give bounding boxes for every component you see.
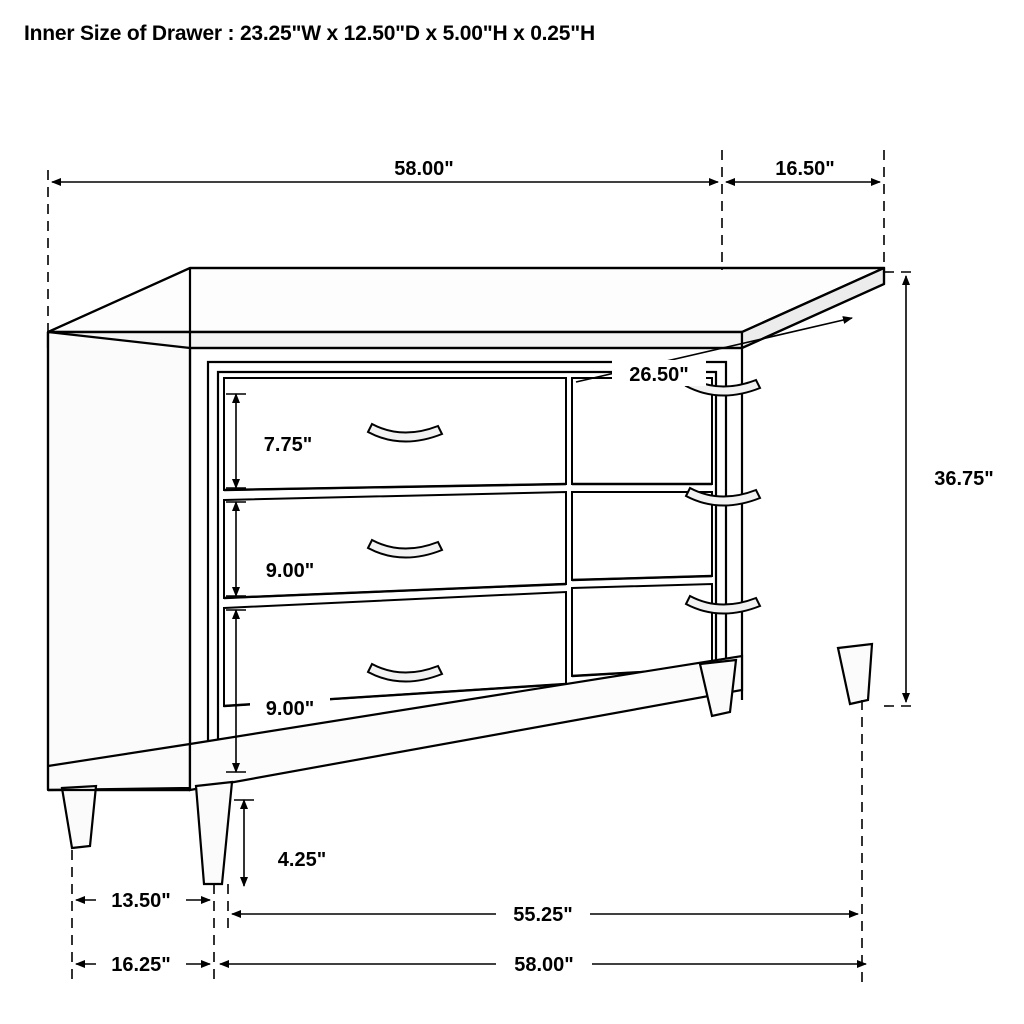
label-drawer-width: 26.50" <box>629 364 689 386</box>
leg-front-right <box>700 660 736 716</box>
drawer-mid-left <box>224 492 566 598</box>
label-side-depth-bottom: 13.50" <box>111 890 171 912</box>
label-side-depth-outer: 16.25" <box>111 954 171 976</box>
drawer-mid-right <box>572 492 712 580</box>
label-overall-width: 58.00" <box>514 954 574 976</box>
label-top-depth: 16.50" <box>775 158 835 180</box>
label-drawer-h2: 9.00" <box>265 560 315 582</box>
leg-back-right <box>838 644 872 704</box>
label-base-width: 55.25" <box>513 904 573 926</box>
label-leg-height: 4.25" <box>277 849 327 871</box>
drawer-top-right <box>572 378 712 484</box>
label-top-width: 58.00" <box>394 158 454 180</box>
drawers-group <box>224 378 712 706</box>
label-drawer-h1: 7.75" <box>263 434 313 456</box>
page-title: Inner Size of Drawer : 23.25"W x 12.50"D x 5.00"H x 0.25"H <box>24 22 595 45</box>
leg-front-left <box>196 782 232 884</box>
label-drawer-h3: 9.00" <box>265 698 315 720</box>
label-overall-height: 36.75" <box>934 468 994 490</box>
leg-back-left <box>62 786 96 848</box>
